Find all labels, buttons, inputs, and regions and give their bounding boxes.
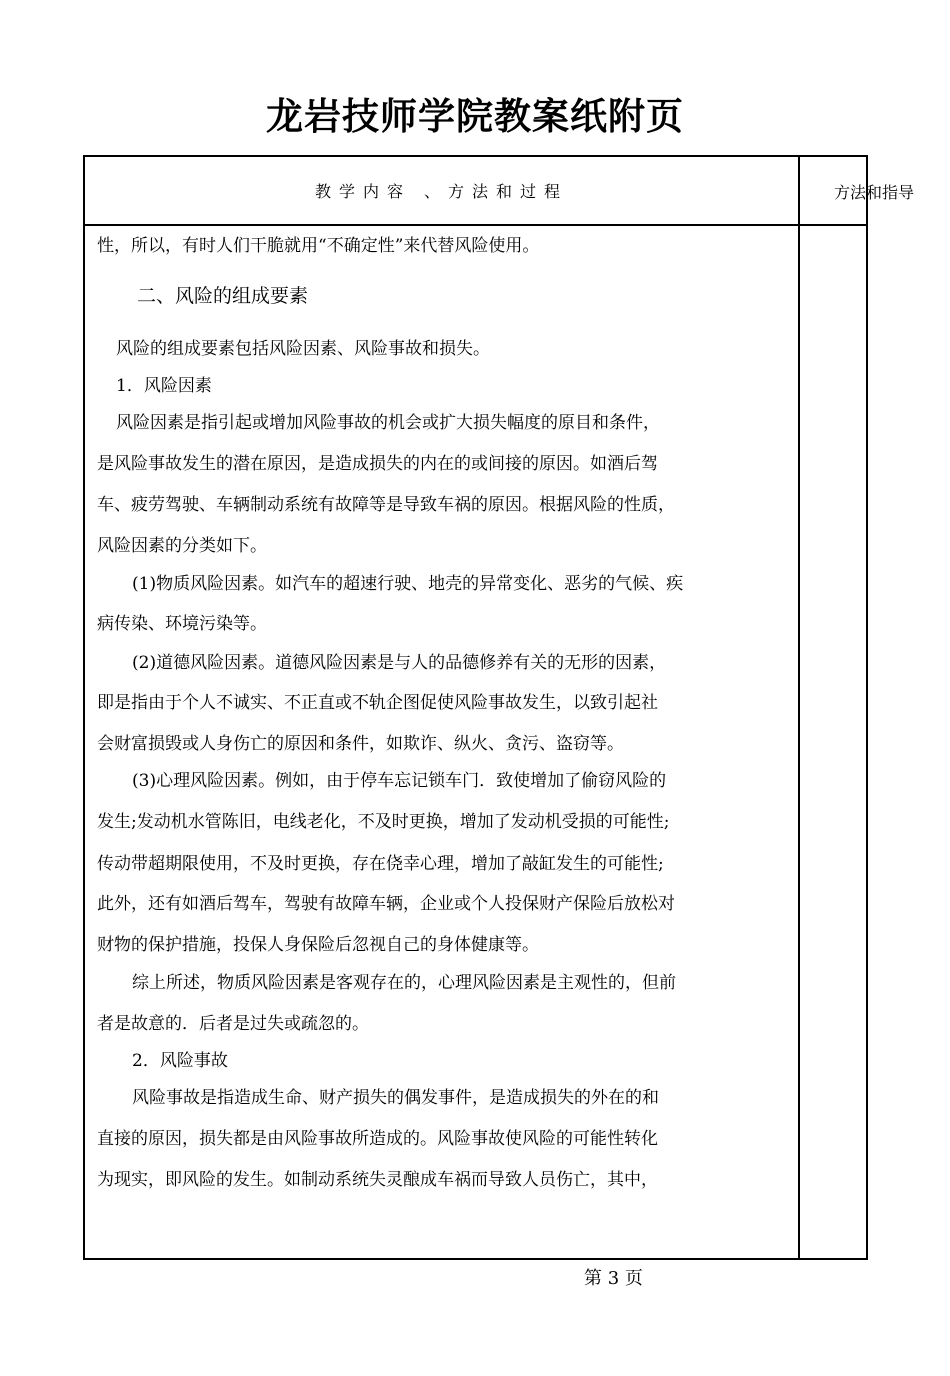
content-line: 财物的保护措施，投保人身保险后忽视自己的身体健康等。 — [97, 935, 539, 955]
content-line: 即是指由于个人不诚实、不正直或不轨企图促使风险事故发生，以致引起社 — [97, 693, 658, 713]
content-line: 性，所以，有时人们干脆就用“不确定性”来代替风险使用。 — [97, 236, 540, 256]
content-line: 2．风险事故 — [132, 1051, 228, 1071]
content-line: 风险的组成要素包括风险因素、风险事故和损失。 — [116, 339, 490, 359]
content-line: 1．风险因素 — [116, 376, 212, 396]
page-number: 第 3 页 — [584, 1268, 643, 1289]
section-heading: 二、风险的组成要素 — [137, 285, 309, 307]
header-divider — [85, 224, 866, 226]
content-line: 直接的原因，损失都是由风险事故所造成的。风险事故使风险的可能性转化 — [97, 1129, 658, 1149]
content-line: 风险因素的分类如下。 — [97, 536, 267, 556]
header-method-guidance: 方法和指导 — [833, 183, 914, 202]
header-content-method-process: 教学内容 、方法和过程 — [314, 182, 569, 201]
content-line: 者是故意的．后者是过失或疏忽的。 — [97, 1014, 369, 1034]
lesson-plan-table — [83, 155, 914, 1260]
content-line: 发生;发动机水管陈旧，电线老化，不及时更换，增加了发动机受损的可能性; — [97, 812, 670, 832]
content-line: 此外，还有如酒后驾车，驾驶有故障车辆，企业或个人投保财产保险后放松对 — [97, 894, 675, 914]
content-line: 综上所述，物质风险因素是客观存在的，心理风险因素是主观性的，但前 — [132, 973, 676, 993]
column-divider — [798, 157, 800, 1258]
content-line: (2)道德风险因素。道德风险因素是与人的品德修养有关的无形的因素， — [132, 653, 667, 673]
header-method-guidance-cell — [800, 157, 914, 224]
content-line: (3)心理风险因素。例如，由于停车忘记锁车门．致使增加了偷窃风险的 — [132, 771, 667, 791]
content-line: 风险因素是指引起或增加风险事故的机会或扩大损失幅度的原目和条件， — [116, 413, 660, 433]
page-title: 龙岩技师学院教案纸附页 — [266, 95, 684, 138]
content-line: 为现实，即风险的发生。如制动系统失灵酿成车祸而导致人员伤亡，其中， — [97, 1170, 658, 1190]
content-line: 风险事故是指造成生命、财产损失的偶发事件，是造成损失的外在的和 — [132, 1088, 659, 1108]
content-line: 是风险事故发生的潜在原因，是造成损失的内在的或间接的原因。如酒后驾 — [97, 454, 658, 474]
content-line: 病传染、环境污染等。 — [97, 614, 267, 634]
content-line: (1)物质风险因素。如汽车的超速行驶、地壳的异常变化、恶劣的气候、疾 — [132, 574, 684, 594]
content-line: 会财富损毁或人身伤亡的原因和条件，如欺诈、纵火、贪污、盗窃等。 — [97, 734, 624, 754]
content-line: 传动带超期限使用，不及时更换，存在侥幸心理，增加了敲缸发生的可能性; — [97, 854, 664, 874]
content-line: 车、疲劳驾驶、车辆制动系统有故障等是导致车祸的原因。根据风险的性质， — [97, 495, 675, 515]
